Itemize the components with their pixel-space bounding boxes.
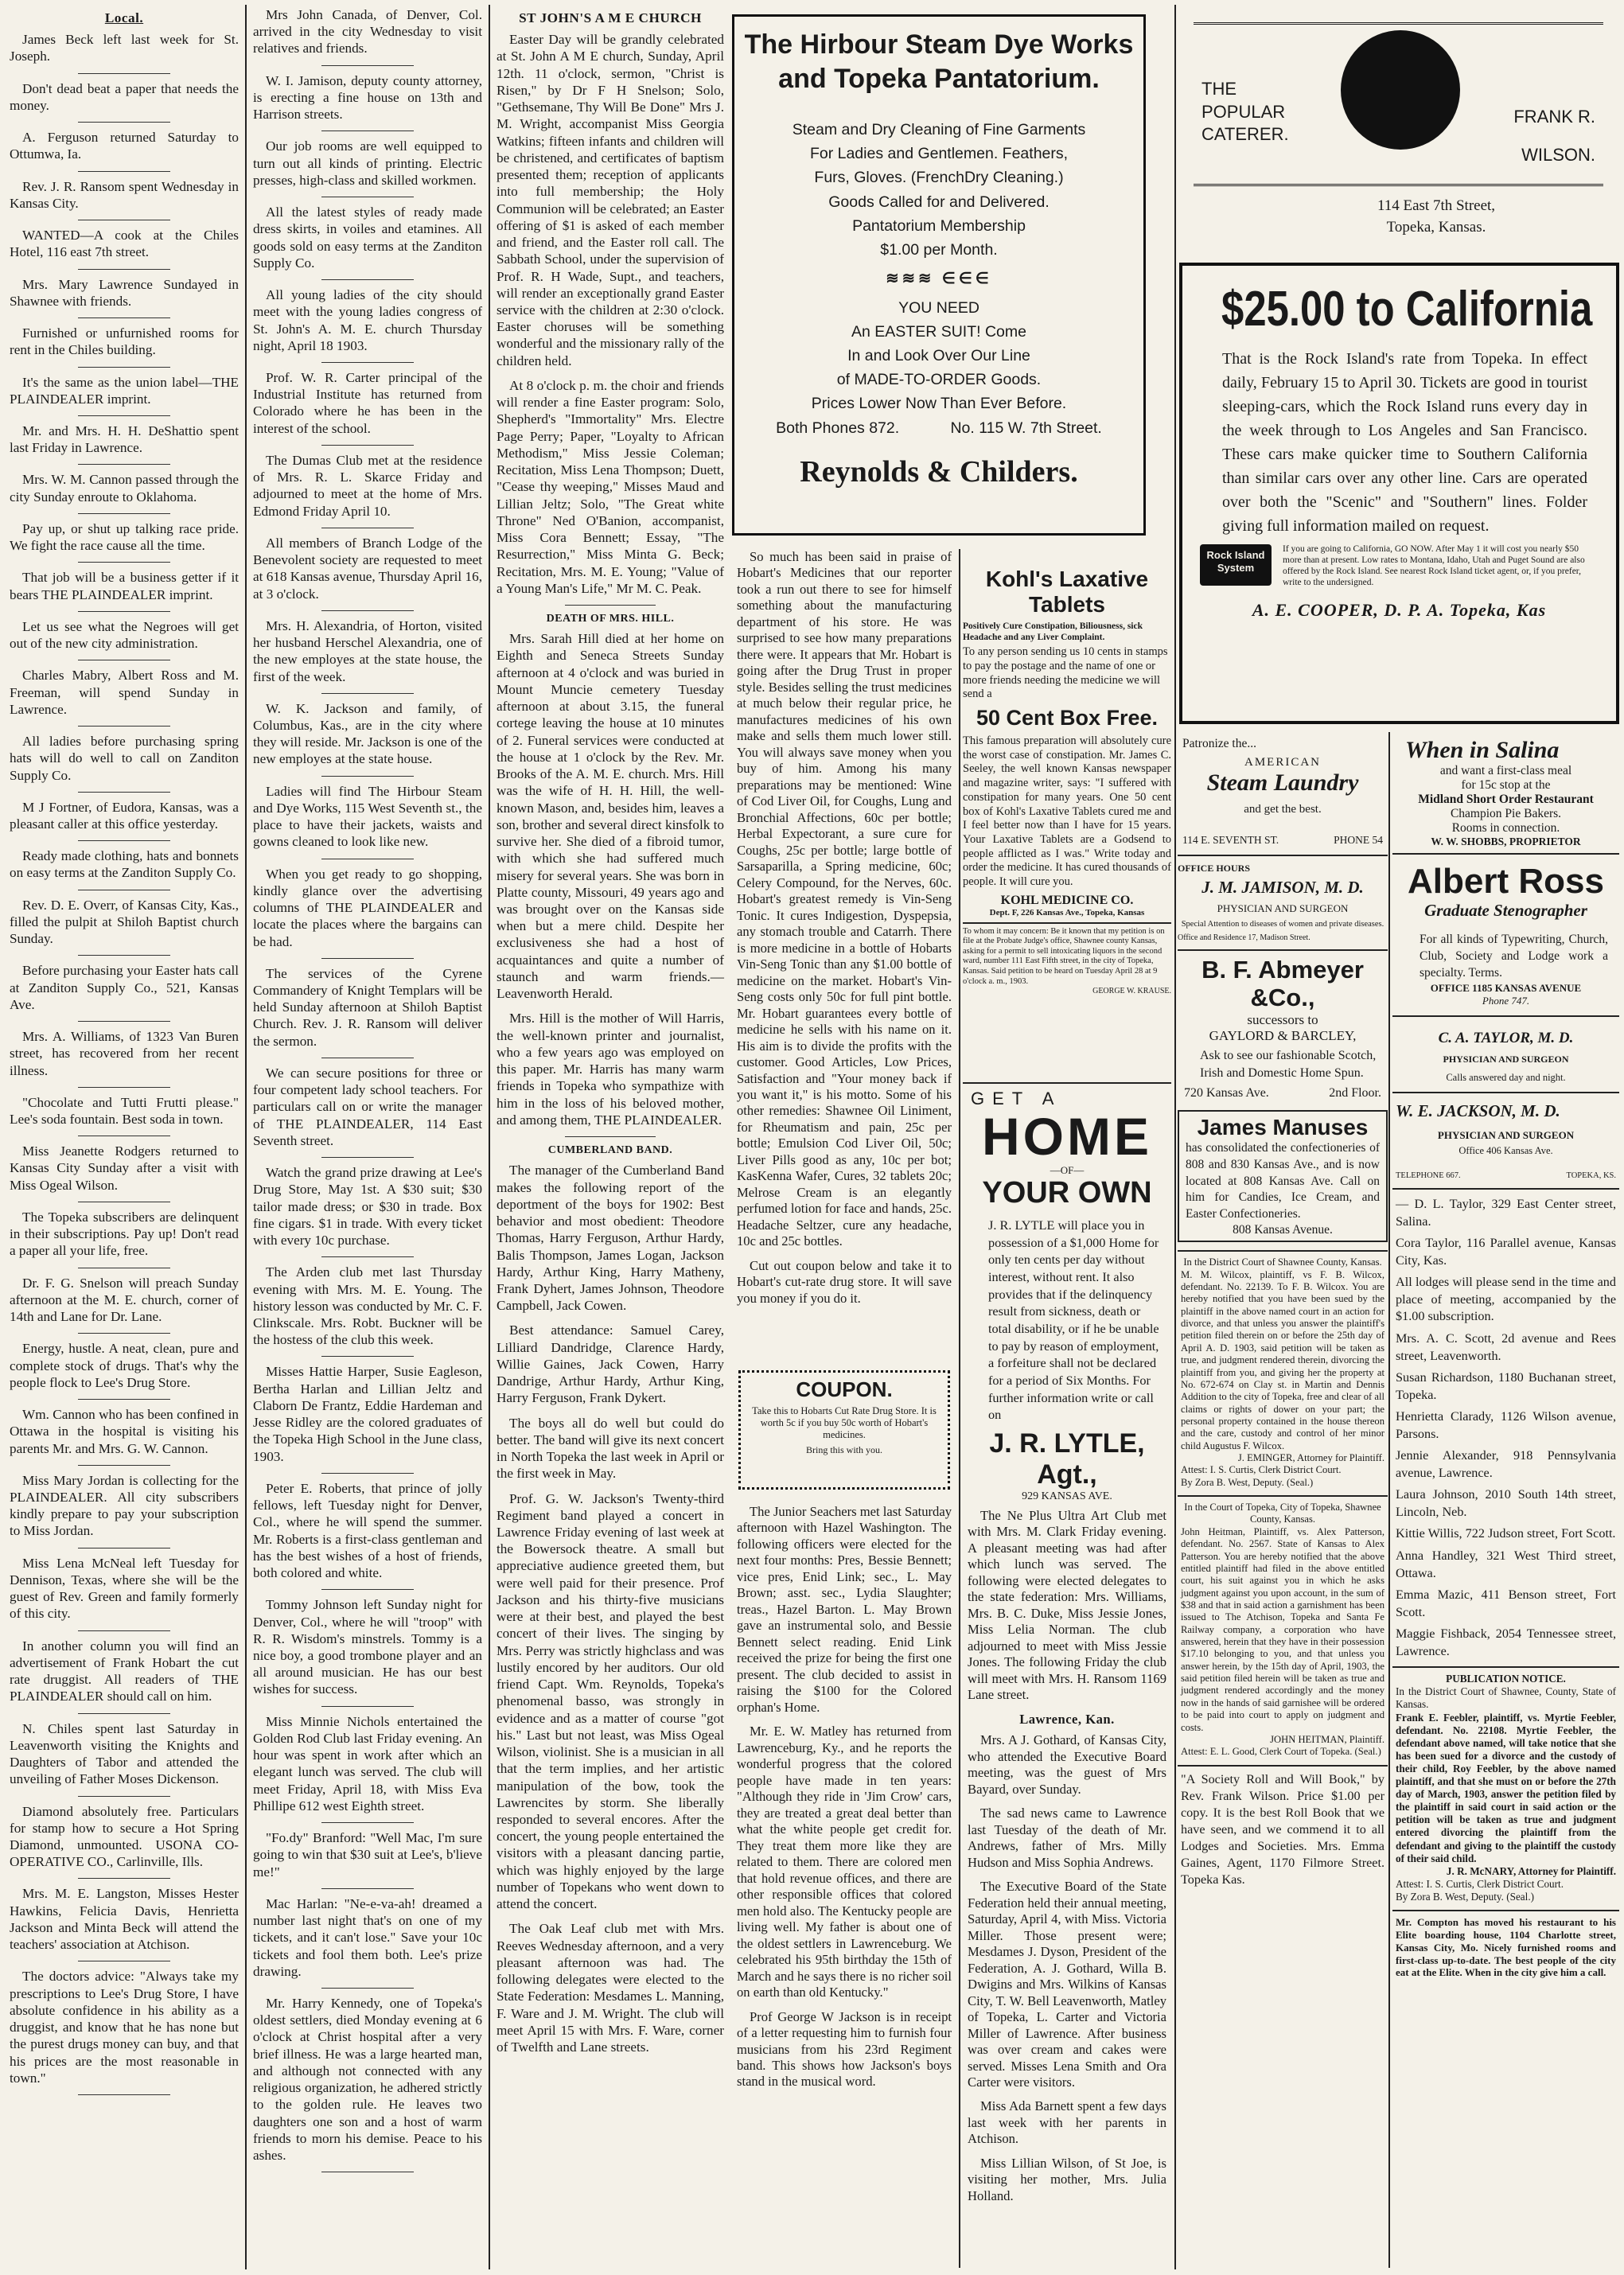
- band-article-2: Best attendance: Samuel Carey, Lilliard Dandridge, Clarence Hardy, Willie Gaines, Jack Cowen, Harry Dandrige, Arthur Hardy, Arthur King, Harry Ferguson, Frank Dykert.: [497, 1323, 724, 1406]
- court1-by: By Zora B. West, Deputy. (Seal.): [1181, 1476, 1314, 1488]
- divider: [321, 65, 413, 66]
- publication-head: PUBLICATION NOTICE.: [1446, 1673, 1566, 1685]
- section-heading-lawrence: Lawrence, Kan.: [1019, 1711, 1115, 1727]
- news-item: Ready made clothing, hats and bonnets on easy terms at the Zanditon Supply Co.: [10, 848, 239, 881]
- hirbour-line: Goods Called for and Delivered.: [828, 193, 1050, 211]
- coupon-note: Bring this with you.: [805, 1444, 882, 1455]
- news-item: Misses Hattie Harper, Susie Eagleson, Bertha Harlan and Lillian Jeltz and Claborn De Frantz, Eddie Hardeman and Jesse Ridley are the colored graduates of the Topeka High School in the June class, 1903.: [253, 1364, 482, 1464]
- news-item: James Beck left last week for St. Joseph.: [10, 32, 239, 64]
- news-item: Miss Lena McNeal left Tuesday for Dennison, Texas, where she will be the guest of Rev. Green and family formerly of this city.: [10, 1555, 239, 1622]
- news-item: Miss Mary Jordan is collecting for the PLAINDEALER. All city subscribers kindly prepare to pay your subscription to Miss Jordan.: [10, 1472, 239, 1539]
- wejackson-title: PHYSICIAN AND SURGEON: [1437, 1129, 1575, 1142]
- news-item: Furnished or unfurnished rooms for rent in the Chiles building.: [10, 325, 239, 358]
- news-item: That job will be a business getter if it bears THE PLAINDEALER imprint.: [10, 570, 239, 602]
- wejackson-telephone: TELEPHONE 667.: [1396, 1171, 1461, 1181]
- manuses-name: James Manuses: [1197, 1114, 1369, 1139]
- kohl-body: This famous preparation will absolutely cure the worst case of constipation. Mr. James C. Seeley, the well known Kansas newspaper and magazine writer, says: "I suffered with constipation for many years. One 50 cent box of Kohl's Laxative Tablets cured me and I feel better now than I have for 15 years. Your Laxative Tablets are a Godsend to people afflicted as I was." Write today and order the medicine. It has cured thousands of people. It will cure you.: [963, 734, 1171, 888]
- caterer-name-2: WILSON.: [1521, 145, 1595, 166]
- jamison-residence: Office and Residence 17, Madison Street.: [1178, 933, 1310, 942]
- hirbour-line: $1.00 per Month.: [880, 241, 998, 259]
- column-rule: [959, 549, 960, 1504]
- kohl-title: Kohl's Laxative Tablets: [985, 567, 1149, 617]
- coupon-title: COUPON.: [796, 1377, 893, 1401]
- abmeyer-ad: [1178, 949, 1388, 1104]
- jamison-hours: OFFICE HOURS: [1178, 863, 1251, 874]
- news-item: Before purchasing your Easter hats call at Zanditon Supply Co., 521, Kansas Ave.: [10, 963, 239, 1012]
- news-item: Our job rooms are well equipped to turn out all kinds of printing. Electric presses, high-class and skilled workmen.: [253, 138, 482, 188]
- divider: [321, 610, 413, 611]
- wejackson-name: W. E. JACKSON, M. D.: [1396, 1101, 1560, 1121]
- column-news-2: [248, 6, 487, 2266]
- news-item: Don't dead beat a paper that needs the money.: [10, 80, 239, 113]
- manuses-ad: [1178, 1110, 1388, 1243]
- caterer-address: 114 East 7th Street,: [1377, 197, 1496, 214]
- lodge-entry: — D. L. Taylor, 329 East Center street, Salina.: [1396, 1197, 1616, 1229]
- jamison-ad: [1178, 855, 1388, 943]
- publication-attest: Attest: I. S. Curtis, Clerk District Court.: [1396, 1877, 1564, 1890]
- divider: [78, 171, 169, 172]
- divider: [78, 367, 169, 368]
- band-article-3: The boys all do well but could do better. The band will give its next concert in North Topeka the last week in April or the first week in May.: [497, 1415, 724, 1482]
- divider: [78, 1021, 169, 1022]
- divider: [78, 726, 169, 727]
- news-item: Mrs. Mary Lawrence Sundayed in Shawnee with friends.: [10, 276, 239, 309]
- publication-notice: [1392, 1666, 1619, 1903]
- lodge-entry: Maggie Fishback, 2054 Tennessee street, Lawrence.: [1396, 1626, 1616, 1658]
- lytle-home-ad: [963, 1082, 1171, 1503]
- ross-office: OFFICE 1185 KANSAS AVENUE: [1430, 982, 1582, 995]
- column-clubs: [732, 1504, 956, 2268]
- death-article-2: Mrs. Hill is the mother of Will Harris, the well-known printer and journalist, who a few years ago was employed on this paper. Mr. Harris has many warm friends in Topeka who sympathize with him in the loss of his beloved mother, and among them, THE PLAINDEALER.: [497, 1011, 724, 1128]
- divider: [321, 362, 413, 363]
- rock-island-logo: Rock Island System: [1200, 544, 1272, 586]
- news-item: Peter E. Roberts, that prince of jolly fellows, left Tuesday night for Denver, Col., where he will spend the summer. Mr. Roberts is a first-class gentleman and has the best wishes of a host of friends, both colored and white.: [253, 1480, 482, 1581]
- court2-attest: Attest: E. L. Good, Clerk Court of Topeka. (Seal.): [1181, 1746, 1381, 1758]
- news-item: All ladies before purchasing spring hats will do well to call on Zanditon Supply Co.: [10, 734, 239, 783]
- hirbour-line: Prices Lower Now Than Ever Before.: [811, 395, 1067, 413]
- kohl-free-box: 50 Cent Box Free.: [976, 706, 1159, 730]
- news-item: The doctors advice: "Always take my prescriptions to Lee's Drug Store, I have absolute confidence in his ability as a druggist, and know that he has none but the purest drugs money can buy, and that his prices are the most reasonable in town.": [10, 1969, 239, 2086]
- jamison-title: PHYSICIAN AND SURGEON: [1217, 902, 1349, 914]
- taylor-title: PHYSICIAN AND SURGEON: [1443, 1054, 1569, 1065]
- kohl-laxative-ad: [963, 567, 1171, 996]
- hirbour-phones: Both Phones 872.: [776, 419, 900, 437]
- albert-ross-ad: [1392, 853, 1619, 1015]
- news-item: We can secure positions for three or four competent lady school teachers. For particulars call on or write the manager of THE PLAINDEALER, 114 East Seventh street.: [253, 1065, 482, 1148]
- laundry-phone: PHONE 54: [1334, 834, 1383, 846]
- section-heading-church: ST JOHN'S A M E CHURCH: [519, 10, 702, 25]
- court2-plaintiff: JOHN HEITMAN, Plaintiff.: [1270, 1733, 1384, 1745]
- abmeyer-previous: GAYLORD & BARCLEY,: [1209, 1027, 1357, 1043]
- caterer-popular: POPULAR: [1201, 101, 1286, 122]
- salina-line: and want a first-class meal: [1439, 764, 1572, 777]
- taylor-name: C. A. TAYLOR, M. D.: [1438, 1030, 1574, 1047]
- news-item: Dr. F. G. Snelson will preach Sunday afternoon at the M. E. church, corner of 14th and Lane for Dr. Lane.: [10, 1275, 239, 1325]
- news-item: Miss Minnie Nichols entertained the Golden Rod Club last Friday evening. An hour was spent in work after which an elegant lunch was served. The club will meet Friday, April 18, with Miss Eva Phillipe 612 west Eighth street.: [253, 1713, 482, 1813]
- hirbour-firm: Reynolds & Childers.: [800, 454, 1078, 489]
- news-item: M J Fortner, of Eudora, Kansas, was a pleasant caller at this office yesterday.: [10, 799, 239, 832]
- hobart-article: [732, 549, 956, 1306]
- divider: [78, 2094, 169, 2095]
- church-article-evening: At 8 o'clock p. m. the choir and friends will render a fine Easter program: Solo, Shepherd's "Immortality" Mrs. Electre Page Perry; Paper, "Loyalty to African Methodism," Miss Jessie Coleman; Recitation, Miss Lena Thompson; Duett, "Cease thy weeping," Misses Maud and Lillian Jeltz; Solo, "The Great white Throne" Ned O'Banion, accompanist, Miss Cora Bennett; Essay, "The Resurrection," Miss Minta G. Beck; Recitation, Mrs. M. E. Young; "Value of a Young Man's Life," Mr M. C. Peak.: [497, 377, 724, 596]
- jackson-band-article: Prof. G. W. Jackson's Twenty-third Regiment band played a concert in Lawrence Friday evening of last week at the Bowersock theatre. A small but appreciative audience greeted them, but were well paid for their presence. Prof Jackson and his thirty-five musicians were at their best, and played the best concert of their lives. The singing by Mrs. Perry was strictly highclass and was lustily encored by her auditors. Our old friend Capt. Wm. Reynolds, Topeka's phenomenal basso, was strongly in evidence and as a matter of course "got his." Last but not least, was Miss Ogeal Wilson, violinist. She is a musician in all that the term implies, and her artistic manipulation of the bow, took the Lawrencites by storm. She liberally responded to several encores. After the concert, the young people entertained the visitors with a pleasant dancing partie, which was highly enjoyed by the large number of Topekans who went down to attend the concert.: [497, 1490, 724, 1912]
- lodge-entry: Susan Richardson, 1180 Buchanan street, Topeka.: [1396, 1370, 1616, 1402]
- divider: [321, 693, 413, 694]
- news-item: Watch the grand prize drawing at Lee's Drug Store, May 1st. A $30 suit; $30 tailor made dress; or $30 in trade. Box fine cigars. $1 in trade. With every ticket with every 10c purchase.: [253, 1165, 482, 1249]
- wejackson-city: TOPEKA, KS.: [1566, 1171, 1616, 1181]
- salina-line: Rooms in connection.: [1451, 821, 1560, 835]
- lodge-entry: All lodges will please send in the time and place of meeting, accompanied by the $1.00 subscription.: [1396, 1275, 1616, 1324]
- hobart-cut: Cut out coupon below and take it to Hobart's cut-rate drug store. It will save you money if you do it.: [737, 1257, 952, 1306]
- kohl-company: KOHL MEDICINE CO.: [1000, 893, 1134, 907]
- salina-ad: [1392, 732, 1619, 853]
- news-item: All members of Branch Lodge of the Benevolent society are requested to meet at 618 Kansas avenue, Thursday April 16, at 3 o'clock.: [253, 535, 482, 602]
- divider: [78, 269, 169, 270]
- hobart-coupon: [738, 1370, 950, 1490]
- divider: [78, 1333, 169, 1334]
- court-notice-wilcox: [1178, 1250, 1388, 1489]
- divider: [78, 1713, 169, 1714]
- church-article: Easter Day will be grandly celebrated at St. John A M E church, Sunday, April 12th. 11 o'clock, sermon, "Christ is Risen," by Dr F H Snelson; Solo, "Gethsemane, Thy Will Be Done" Mrs J. M. Wright, accompanist Miss Georgia Watkins; fifteen infants and children will be christened, and certificates of baptism presented them; reception of applicants into full membership; the Holy Communion will be celebrated; an Easter offering of $1 is asked of each member and friend, and the Easter roll call. The Sabbath School, under the supervision of Prof. R. H Wade, Supt., and teachers, will render an exceptionally grand Easter service with the children at 2:30 o'clock. Easter choruses will be something wonderful and the missionary rally of the children held.: [497, 32, 724, 368]
- news-item: Mrs John Canada, of Denver, Col. arrived in the city Wednesday to visit relatives and friends.: [253, 7, 482, 56]
- news-item: W. I. Jamison, deputy county attorney, is erecting a fine house on 13th and Harrison streets.: [253, 72, 482, 123]
- divider: [565, 1136, 656, 1137]
- liquor-notice-signature: GEORGE W. KRAUSE.: [1092, 987, 1171, 996]
- news-item: "Fo.dy" Branford: "Well Mac, I'm sure going to win that $30 suit at Lee's, b'lieve me!": [253, 1830, 482, 1880]
- column-church-news: [492, 6, 729, 2266]
- news-item: The Dumas Club met at the residence of Mrs. R. L. Skarce Friday and adjourned to meet at the home of Mrs. Edmond Friday April 10.: [253, 452, 482, 519]
- divider: [321, 776, 413, 777]
- lodge-entry: Jennie Alexander, 918 Pennsylvania avenue, Lawrence.: [1396, 1448, 1616, 1480]
- divider: [321, 1988, 413, 1989]
- column-lawrence: [963, 1508, 1171, 2268]
- lodge-entry: Henrietta Clarady, 1126 Wilson avenue, Parsons.: [1396, 1409, 1616, 1441]
- salina-proprietor: W. W. SHOBBS, PROPRIETOR: [1431, 836, 1581, 847]
- caterer-the: THE: [1201, 79, 1236, 99]
- caterer-city: Topeka, Kansas.: [1386, 218, 1486, 236]
- publication-body: Frank E. Feebler, plaintiff, vs. Myrtie Feebler, defendant. No. 22108. Myrtie Feebler, the defendant above named, will take notice that she has been sued for a divorce and the custody of their child, Roy Feebler, by the above named plaintiff, and that she must on or before the 27th day of March, 1903, answer the petition filed by the plaintiff in said court in said action or the petition will be taken as true and judgment entered divorcing the plaintiff from the defendant and giving to the plaintiff the custody of their said child.: [1396, 1711, 1616, 1864]
- court1-attorney: J. EMINGER, Attorney for Plaintiff.: [1237, 1452, 1384, 1464]
- hirbour-steam-dye-ad: [732, 14, 1146, 536]
- salina-title: When in Salina: [1405, 737, 1560, 763]
- news-item: All young ladies of the city should meet with the young ladies congress of St. John's A. M. E. church Thursday night, April 18 1903.: [253, 287, 482, 353]
- news-item: WANTED—A cook at the Chiles Hotel, 116 east 7th street.: [10, 228, 239, 260]
- court1-body: M. M. Wilcox, plaintiff, vs F. B. Wilcox, defendant. No. 22139. To F. B. Wilcox. You are hereby notified that you have been sued by the plaintiff in the above named court in an action for divorce, and that unless you answer the plaintiff's petition filed therein on or before the 25th day of April A. D. 1903, said petition will be taken as true, and judgment rendered therein, divorcing the plaintiff from you, and giving her the property at No. 672-674 on Clay st. in Martin and Dennis Addition to the city of Topeka, free and clear of all claims or rights of dower on your part; the personal property contained in the house thereon and the care, custody and control of her minor child Augustus F. Wilcox.: [1181, 1268, 1384, 1451]
- wilson-caterer-ad: [1178, 14, 1619, 253]
- divider: [78, 955, 169, 956]
- ross-phone: Phone 747.: [1482, 995, 1530, 1007]
- manuses-body: has consolidated the confectioneries of 808 and 830 Kansas Ave., and is now located at 808 Kansas Ave. Call on him for Candies, Ice Cream, and Easter Confectioneries.: [1186, 1140, 1380, 1221]
- abmeyer-address: 720 Kansas Ave.: [1184, 1085, 1269, 1100]
- divider: [78, 840, 169, 841]
- hirbour-address: No. 115 W. 7th Street.: [950, 419, 1102, 437]
- hirbour-line: In and Look Over Our Line: [847, 346, 1030, 364]
- news-item: When you get ready to go shopping, kindly glance over the advertising columns of THE PLAINDEALER and locate the places where the bargains can be had.: [253, 866, 482, 949]
- divider: [321, 1822, 413, 1823]
- section-heading-local: Local.: [104, 10, 144, 25]
- divider: [78, 1399, 169, 1400]
- laundry-address: 114 E. SEVENTH ST.: [1182, 834, 1279, 846]
- divider: [321, 958, 413, 959]
- news-item: In another column you will find an advertisement of Frank Hobart the cut rate druggist. All readers of THE PLAINDEALER should call on him.: [10, 1638, 239, 1704]
- divider: [321, 1589, 413, 1590]
- ross-name: Albert Ross: [1408, 862, 1604, 901]
- news-item: Charles Mabry, Albert Ross and M. Freeman, will spend Sunday in Lawrence.: [10, 668, 239, 717]
- lawrence-item: Miss Lillian Wilson, of St Joe, is visiting her mother, Mrs. Julia Holland.: [968, 2155, 1166, 2203]
- column-rule: [1174, 5, 1176, 2269]
- section-heading-death: DEATH OF MRS. HILL.: [546, 612, 675, 625]
- lodge-directory: [1392, 1188, 1619, 1660]
- column-ads-right-a: [1178, 732, 1388, 2268]
- news-item: The Arden club met last Thursday evening with Mrs. M. E. Young. The history lesson was conducted by Mr. C. F. Clinkscale. Mrs. Robt. Buckner will be the hostess of the club this week.: [253, 1264, 482, 1348]
- lytle-body: J. R. LYTLE will place you in possession of a $1,000 Home for only ten cents per day without interest, without rent. It also provides that if the delinquency result from sickness, death or total disability, or if he be unable to pay by reason of employment, a forfeiture shall not be declared for a period of Six Months. For further information write or call on: [988, 1217, 1159, 1423]
- kohl-subtitle: Positively Cure Constipation, Biliousness, sick Headache and any Liver Complaint.: [963, 621, 1143, 643]
- band-article: The manager of the Cumberland Band makes the following report of the deportment of the boys for 1902: Best behavior and most obedient: Theodore Thomas, Harry Ferguson, Arthur Hardy, Balis Thompson, James Logan, Jackson Hardy, Arthur King, Harry Matheny, Frank Dyhert, James Johnson, Theodore Campbell, Jack Cowen.: [497, 1163, 724, 1314]
- column-rule: [959, 1504, 960, 2268]
- news-item: Ladies will find The Hirbour Steam and Dye Works, 115 West Seventh st., the place to have their jackets, waists and gowns cleaned to look like new.: [253, 783, 482, 850]
- hirbour-line: Steam and Dry Cleaning of Fine Garments: [792, 121, 1086, 138]
- california-body: That is the Rock Island's rate from Topeka. In effect daily, February 15 to April 30. Tickets are good in tourist sleeping-cars, which the Rock Island runs every day in the week through to Los Angeles and San Francisco. These cars make quicker time to Southern California than similar cars over any other line. Cars are operated over both the "Scenic" and "Southern" lines. Folder giving full information mailed on request.: [1222, 350, 1587, 536]
- news-item: Mrs. M. E. Langston, Misses Hester Hawkins, Felicia Davis, Henrietta Jackson and Minta Beck will attend the teachers' association at Atchison.: [10, 1886, 239, 1953]
- hirbour-line: of MADE-TO-ORDER Goods.: [836, 371, 1042, 389]
- abmeyer-body: Ask to see our fashionable Scotch, Irish and Domestic Home Spun.: [1200, 1048, 1377, 1081]
- junior-seachers-article: The Junior Seachers met last Saturday afternoon with Hazel Washington. The following officers were elected for the next four months: Pres, Bessie Bennett; vice pres, Enid Link; sec., L. May Brown; asst. sec., Lydia Slaughter; treas., Hazel Barton. L. May Brown gave an instrumental solo, and Bessie Bennett select reading. Enid Link received the prize for being the first one present. The club decided to assist in raising the $100 for the Colored orphan's Home.: [737, 1504, 952, 1715]
- divider: [78, 1630, 169, 1631]
- divider: [321, 1473, 413, 1474]
- news-item: Mac Harlan: "Ne-e-va-ah! dreamed a number last night that's on one of my tickets, and it can't lose." Save your 10c tickets and fool them both. Lee's prize drawing.: [253, 1895, 482, 1979]
- divider: [321, 1157, 413, 1158]
- jackson-md-ad: [1392, 1092, 1619, 1188]
- news-item: "Chocolate and Tutti Frutti please." Lee's soda fountain. Best soda in town.: [10, 1094, 239, 1128]
- news-item: Prof. W. R. Carter principal of the Industrial Institute has returned from Colorado where he has been in the interest of the school.: [253, 369, 482, 436]
- lawrence-item: Miss Ada Barnett spent a few days last week with her parents in Atchison.: [968, 2098, 1166, 2147]
- news-item: Mrs. H. Alexandria, of Horton, visited her husband Herschel Alexandria, one of the new employes at the state house, the first of the week.: [253, 617, 482, 684]
- lytle-of: —OF—: [1050, 1164, 1085, 1177]
- news-item: W. K. Jackson and family, of Columbus, Kas., are in the city where they will reside. Mr. Jackson is one of the new employes at the state house.: [253, 700, 482, 767]
- court2-body: John Heitman, Plaintiff, vs. Alex Patterson, defendant. No. 2567. State of Kansas to Alex Patterson. You are hereby notified that the above entitled plaintiff had filed in the above entitled court, his suit against you in which he asks judgment against you upon account, in the sum of $38 and that in said action a garnishment has been issued to The Atchison, Topeka and Santa Fe Railway company, a corporation who have answered, herein that they have in their possession $17.10 belonging to you, and that unless you answer herein, by the 15th day of April, 1903, the said petition filed herein will be taken as true and judgment rendered accordingly and the money now in the hands of said garnishee will be ordered to be paid into court to apply on judgment and costs.: [1181, 1525, 1384, 1733]
- news-item: All the latest styles of ready made dress skirts, in voiles and etamines. All goods sold on easy terms at the Zanditon Supply Co.: [253, 205, 482, 271]
- california-signature: A. E. COOPER, D. P. A. Topeka, Kas: [1252, 599, 1547, 620]
- lawrence-item: The sad news came to Lawrence last Tuesday of the death of Mr. Andrews, father of Mrs. Milly Hudson and Miss Sophia Andrews.: [968, 1806, 1166, 1870]
- divider: [321, 445, 413, 446]
- divider: [78, 513, 169, 514]
- manuses-address: 808 Kansas Avenue.: [1233, 1223, 1333, 1237]
- laundry-best: and get the best.: [1244, 803, 1322, 816]
- abmeyer-successors: successors to: [1247, 1011, 1318, 1027]
- divider: [78, 1465, 169, 1466]
- court2-head: In the Court of Topeka, City of Topeka, Shawnee County, Kansas.: [1184, 1502, 1381, 1525]
- oakleaf-article: The Oak Leaf club met with Mrs. Reeves Wednesday afternoon, and a very pleasant afternoon was had. The following delegates were elected to the State Federation: Mesdames L. Manning, F. Ware and J. M. Wright. The club will meet April 15 with Mrs. F. Ware, corner of Twelfth and Lane streets.: [497, 1921, 724, 2055]
- divider: [78, 415, 169, 416]
- caterer-name-1: FRANK R.: [1513, 107, 1595, 127]
- lodge-entry: Laura Johnson, 2010 South 14th street, Lincoln, Neb.: [1396, 1487, 1616, 1519]
- laundry-patronize: Patronize the...: [1182, 737, 1256, 750]
- news-item: Diamond absolutely free. Particulars for stamp how to secure a Hot Spring Diamond, unmounted. USONA CO-OPERATIVE CO., Carlinville, Ills.: [10, 1803, 239, 1870]
- publication-attorney: J. R. McNARY, Attorney for Plaintiff.: [1446, 1864, 1616, 1877]
- lytle-home: HOME: [982, 1107, 1152, 1166]
- divider: [321, 279, 413, 280]
- hirbour-line: Pantatorium Membership: [852, 216, 1026, 235]
- court-notice-heitman: [1178, 1495, 1388, 1759]
- divider: [565, 605, 656, 606]
- divider: [78, 464, 169, 465]
- salina-line: Champion Pie Bakers.: [1450, 807, 1562, 820]
- ornament: ≋≋≋ ∈∈∈: [886, 270, 992, 288]
- lawrence-item: The Executive Board of the State Federation held their annual meeting, Saturday, April 4, with Miss. Victoria Miller. Those present were; Mesdames J. Dyson, President of the Federation, A. J. Gothard, Willa B. Dwigins and Mrs. Wilkins of Kansas City, T. W. Bell Leavenworth, Matley of Topeka, L. Carter and Victoria Miller of Lawrence. After business was over cream and cakes were served. Misses Lena Smith and Ora Carter were visitors.: [968, 1879, 1166, 2090]
- publication-court: In the District Court of Shawnee, County, State of Kansas.: [1396, 1685, 1616, 1711]
- lytle-your-own: YOUR OWN: [982, 1176, 1152, 1210]
- lodge-entry: Anna Handley, 321 West Third street, Ottawa.: [1396, 1548, 1616, 1580]
- jamison-name: J. M. JAMISON, M. D.: [1201, 878, 1364, 897]
- divider: [78, 122, 169, 123]
- news-item: Rev. D. E. Overr, of Kansas City, Kas., filled the pulpit at Shiloh Baptist church Sunday.: [10, 897, 239, 947]
- taylor-note: Calls answered day and night.: [1446, 1072, 1566, 1084]
- news-item: Mrs. W. M. Cannon passed through the city Sunday enroute to Oklahoma.: [10, 472, 239, 504]
- news-item: Let us see what the Negroes will get out of the new city administration.: [10, 618, 239, 652]
- news-item: Mrs. A. Williams, of 1323 Van Buren street, has recovered from her recent illness.: [10, 1029, 239, 1078]
- death-article: Mrs. Sarah Hill died at her home on Eighth and Seneca Streets Sunday afternoon at 4 o'clock and was buried in Mount Muncie cemetery Tuesday afternoon at about 3.15, the funeral cortege leaving the house at 10 minutes of 2. Funeral services were conducted at the house at 1 o'clock by the Rev. Mr. Brooks of the A. M. E. church. Mrs. Hill was the wife of H. H. Hill, the well-known Mason, and, besides him, leaves a son, brother and several direct kinsfolk to survive her. She died of a fibroid tumor, with which she had suffered much misery for several years. She was born in Platte county, Missouri, 49 years ago and was brought over on the Kansas side when but a mere child. Despite her exclusiveness she had a host of acquaintances and quite a number of staunch and warm friends.—Leavenworth Herald.: [497, 631, 724, 1002]
- abmeyer-name: B. F. Abmeyer &Co.,: [1201, 955, 1364, 1012]
- court1-head: In the District Court of Shawnee County, Kansas.: [1183, 1256, 1382, 1268]
- divider: [78, 562, 169, 563]
- news-item: A. Ferguson returned Saturday to Ottumwa, Ia.: [10, 130, 239, 162]
- lodge-entry: Kittie Willis, 722 Judson street, Fort Scott.: [1396, 1526, 1616, 1541]
- liquor-notice: To whom it may concern: Be it known that my petition is on file at the Probate Judge's office, Shawnee county Kansas, asking for a permit to sell intoxicating liquors in the second ward, number 111 East Fifth street, in the city of Topeka, Kansas. Said petition to be heard on Tuesday April 28 at 9 o'clock a. m., 1903.: [963, 922, 1171, 988]
- news-item: Miss Jeanette Rodgers returned to Kansas City Sunday after a visit with Miss Ogeal Wilson.: [10, 1143, 239, 1193]
- lodge-entry: Cora Taylor, 116 Parallel avenue, Kansas City, Kas.: [1396, 1236, 1616, 1268]
- divider: [321, 1888, 413, 1889]
- hobart-text: So much has been said in praise of Hobart's Medicines that our reporter took a run out there to see for himself something about the manufacturing department of his store. He was surprised to see how many preparations there were. It appears that Mr. Hobart is going after the Drug Trust in proper style. Besides selling the trust medicines at much below their regular price, he manufactures medicines of his own make and sells them much lower still. You will always save money when you buy of him. Among his many preparations may be mentioned: Wine of Cod Liver Oil, for Coughs, Lung and Bronchial Affections, 60c per bottle; Herbal Expectorant, a sure cure for Coughs, 25c per bottle; large bottle of Sarsaparilla, a Spring medicine, 60c; Celery Compound, for the Nerves, 60c. Hobart's greatest remedy is Vin-Seng Tonic. It cures Indigestion, Dyspepsia, any stomach trouble and Catarrh. There is more medicine in a bottle of Hobarts Vin-Seng Tonic than any $1.00 bottle of medicine on the market. Hobart's Vin-Seng costs only 50c for full pint bottle. Mr. Hobart guarantees every bottle of medicine he sells with his name on it. His aim is to divide the profits with the customer. Good Articles, Low Prices, Satisfaction and "Your money back if you want it," is his motto. Some of his other remedies: Shawnee Oil Liniment, for Rheumatism and pain, 25c per bottle; Emulsion Cod Liver Oil, 50c; Liver Pills good as any, 10c per bot; KasKenna Wafer, Cures, 32 tablets 20c; Melrose Cream is an elegantly perfumed lotion for face and hands, 25c. Headache Seltzer, cure any headache, 10c and 25c bottles.: [737, 549, 952, 1249]
- ornament-flourish: [1194, 169, 1603, 186]
- news-item: Rev. J. R. Ransom spent Wednesday in Kansas City.: [10, 178, 239, 211]
- hirbour-title: The Hirbour Steam Dye Works and Topeka Pantatorium.: [744, 29, 1134, 94]
- lytle-get-a: GET A: [971, 1089, 1062, 1108]
- hirbour-line: For Ladies and Gentlemen. Feathers,: [809, 145, 1069, 163]
- divider: [78, 1878, 169, 1879]
- caterer-caterer: CATERER.: [1201, 124, 1289, 145]
- laundry-name: Steam Laundry: [1206, 769, 1359, 796]
- divider: [78, 317, 169, 318]
- news-item: Energy, hustle. A neat, clean, pure and complete stock of drugs. That's why the people flock to Lee's Drug Store.: [10, 1341, 239, 1390]
- divider: [321, 1256, 413, 1257]
- kohl-offer: To any person sending us 10 cents in stamps to pay the postage and the name of one or more friends needing the medicine we will send a: [963, 645, 1168, 701]
- hirbour-line: YOU NEED: [898, 298, 979, 317]
- divider: [78, 73, 169, 74]
- roll-book-ad: "A Society Roll and Will Book," by Rev. Frank Wilson. Price $1.00 per copy. It is the best Roll Book that we have seen, and we commend it to all Lodges and Societies. Mrs. Emma Gaines, Agent, 1170 Filmore Street. Topeka Kas.: [1178, 1765, 1388, 1888]
- divider: [321, 1706, 413, 1707]
- lodge-entry: Mrs. A. C. Scott, 2d avenue and Rees street, Leavenworth.: [1396, 1330, 1616, 1363]
- salina-restaurant: Midland Short Order Restaurant: [1418, 793, 1594, 806]
- california-rate-ad: [1179, 263, 1619, 724]
- laundry-american: AMERICAN: [1244, 756, 1321, 769]
- divider: [321, 1356, 413, 1357]
- kohl-address: Dept. F, 226 Kansas Ave., Topeka, Kansas: [989, 908, 1145, 918]
- compton-notice: Mr. Compton has moved his restaurant to his Elite boarding house, 1104 Charlotte street, Kansas City, Mo. Nicely furnished rooms and first-class up-to-date. The best people of the city eat at the Elite. When in the city give him a call.: [1392, 1910, 1619, 1979]
- jamison-note: Special Attention to diseases of women and private diseases.: [1181, 920, 1384, 929]
- ross-subtitle: Graduate Stenographer: [1424, 901, 1587, 921]
- divider: [78, 1796, 169, 1797]
- california-title: $25.00 to California: [1221, 282, 1593, 337]
- news-item: Tommy Johnson left Sunday night for Denver, Col., where he will "troop" with R. R. Wisdom's minstrels. Tommy is a nice boy, a good trombone player and an all around musician. He has our best wishes for success.: [253, 1597, 482, 1697]
- divider: [78, 1087, 169, 1088]
- court1-attest: Attest: I. S. Curtis, Clerk District Court.: [1181, 1464, 1342, 1476]
- california-fine-print: If you are going to California, GO NOW. After May 1 it will cost you nearly $50 more than at present. Low rates to Montana, Idaho, Utah and Puget Sound are also offered by the Rock Island. See nearest Rock Island ticket agent, or, if you prefer, write to the undersigned.: [1283, 544, 1585, 587]
- neplus-article: The Ne Plus Ultra Art Club met with Mrs. M. Clark Friday evening. A pleasant meeting was had after which lunch was served. The following were elected delegates to the state federation: Mrs. Williams, Mrs. B. C. Duke, Miss Jessie Jones, Miss Lelia Norman. The club adjourned to meet with Miss Jessie Jones. The following Friday the club will meet with Mrs. H. Ransom 1169 Lane street.: [968, 1508, 1166, 1703]
- lodge-entry: Emma Mazic, 411 Benson street, Fort Scott.: [1396, 1587, 1616, 1619]
- gwjackson-article: Prof George W Jackson is in receipt of a letter requesting him to furnish four musicians from his 23rd Regiment band. This shows how Jackson's boys stand in the musical word.: [737, 2008, 952, 2090]
- column-ads-right-b: [1392, 732, 1619, 2268]
- column-rule: [245, 5, 247, 2269]
- abmeyer-floor: 2nd Floor.: [1329, 1085, 1381, 1100]
- news-item: Mr. Harry Kennedy, one of Topeka's oldest settlers, died Monday evening at 6 o'clock at Christ hospital after a very brief illness. He was a large hearted man, and although not connected with any religious organization, he adhered strictly to the golden rule. He leaves two daughters one son and a host of warm friends to morn his demise. Peace to his ashes.: [253, 1995, 482, 2164]
- hirbour-line: An EASTER SUIT! Come: [851, 322, 1026, 341]
- column-rule: [1388, 732, 1390, 2268]
- lytle-address: 929 KANSAS AVE.: [1022, 1490, 1112, 1503]
- lawrence-item: Mrs. A J. Gothard, of Kansas City, who attended the Executive Board meeting, was the guest of Mrs Bayard, over Sunday.: [968, 1732, 1166, 1797]
- coupon-body: Take this to Hobarts Cut Rate Drug Store. It is worth 5c if you buy 50c worth of Hobart's medicines.: [752, 1405, 937, 1440]
- matley-article: Mr. E. W. Matley has returned from Lawrenceburg, Ky., and he reports the wonderful progress that the colored people have made in ten years: "Although they ride in 'Jim Crow' cars, they are treated a great deal better than what the white people get credit for. They treat them more like they are related to them. There are colored men that hold revenue offices, and there are other responsible offices that colored men hold also. The Kentucky people are living well. My father is about one of the oldest settlers in Lawrenceburg. We celebrated his 95th birthday the 15th of March and he says there is no richer soil on earth than old Kentucky.": [737, 1724, 952, 2000]
- news-item: Mr. and Mrs. H. H. DeShattio spent last Friday in Lawrence.: [10, 423, 239, 456]
- news-item: The Topeka subscribers are delinquent in their subscriptions. Pay up! Don't read a paper all your life, free.: [10, 1209, 239, 1259]
- publication-by: By Zora B. West, Deputy. (Seal.): [1396, 1890, 1535, 1903]
- news-item: Wm. Cannon who has been confined in Ottawa in the hospital is visiting his parents Mr. and Mrs. G. W. Cannon.: [10, 1407, 239, 1456]
- news-item: Pay up, or shut up talking race pride. We fight the race cause all the time.: [10, 520, 239, 554]
- portrait-medallion: [1341, 30, 1460, 150]
- divider: [78, 611, 169, 612]
- hirbour-line: Furs, Gloves. (FrenchDry Cleaning.): [814, 169, 1064, 187]
- divider: [78, 792, 169, 793]
- column-local-news: [5, 6, 243, 2266]
- news-item: N. Chiles spent last Saturday in Leavenworth visiting the Knights and Daughters of Tabor and attended the unveiling of Father Moses Dickenson.: [10, 1720, 239, 1787]
- wejackson-office: Office 406 Kansas Ave.: [1458, 1145, 1553, 1157]
- section-heading-band: CUMBERLAND BAND.: [547, 1144, 673, 1157]
- column-rule: [489, 5, 490, 2269]
- ross-body: For all kinds of Typewriting, Church, Club, Society and Lodge work a specialty. Terms.: [1420, 933, 1608, 980]
- news-item: It's the same as the union label—THE PLAINDEALER imprint.: [10, 374, 239, 407]
- taylor-ad: [1392, 1015, 1619, 1092]
- lytle-name: J. R. LYTLE, Agt.,: [989, 1428, 1145, 1490]
- news-item: The services of the Cyrene Commandery of Knight Templars will be held Sunday afternoon at Shiloh Baptist Church. Rev. J. R. Ransom will deliver the sermon.: [253, 965, 482, 1049]
- salina-line: for 15c stop at the: [1461, 778, 1551, 792]
